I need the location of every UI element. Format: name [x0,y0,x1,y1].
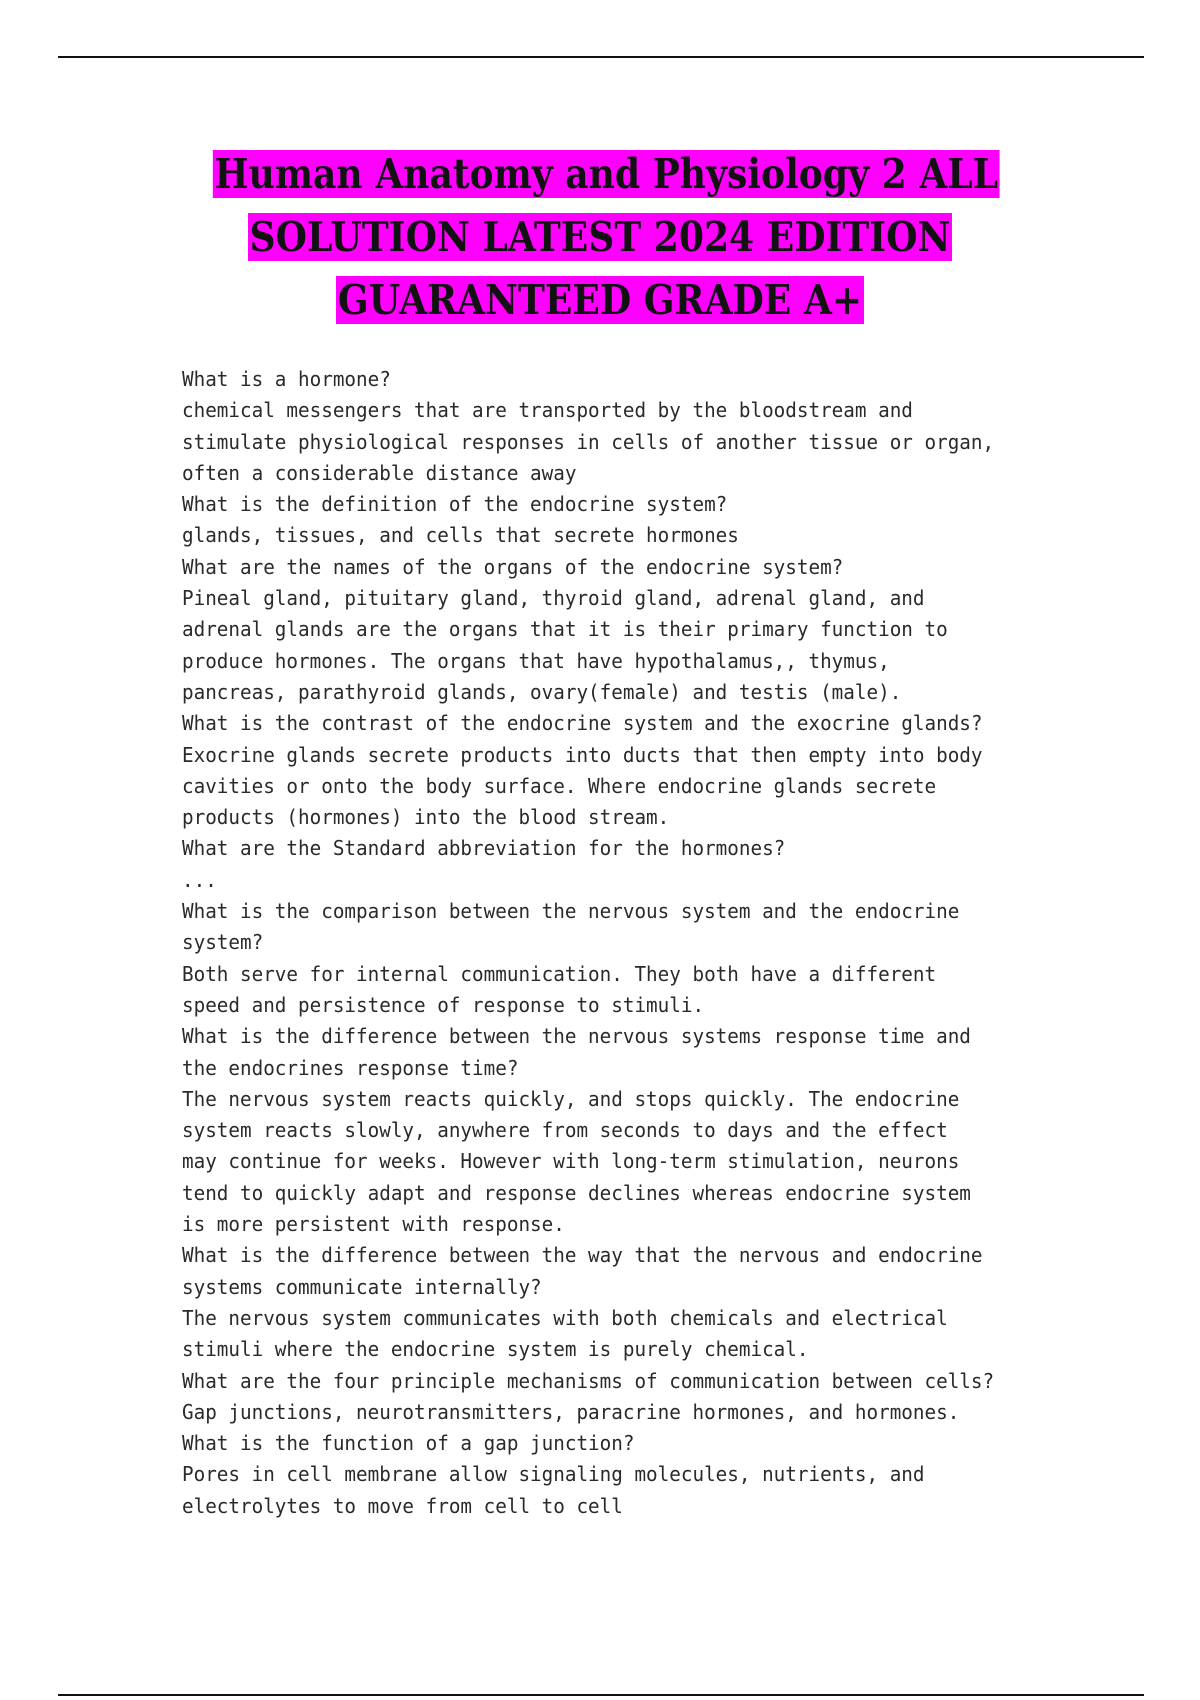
body-line: may continue for weeks. However with long-term stimulation, neurons [182,1149,960,1174]
body-line: products (hormones) into the blood stream. [182,805,670,830]
document-title [213,143,999,332]
body-line: What is the difference between the way that the nervous and endocrine [182,1243,983,1268]
body-line: What is the difference between the nervous systems response time and [182,1024,971,1049]
body-line: Pineal gland, pituitary gland, thyroid gland, adrenal gland, and [182,586,925,611]
document-body [182,364,995,1522]
bottom-divider [58,1694,1144,1696]
body-line: stimulate physiological responses in cells of another tissue or organ, [182,429,995,454]
body-line: Pores in cell membrane allow signaling molecules, nutrients, and [182,1462,925,1487]
body-line: glands, tissues, and cells that secrete hormones [182,523,739,548]
body-line: What are the four principle mechanisms of communication between cells? [182,1368,995,1393]
body-line: Both serve for internal communication. They both have a different [182,961,937,986]
body-line: electrolytes to move from cell to cell [182,1493,623,1518]
body-line: stimuli where the endocrine system is purely chemical. [182,1337,809,1362]
body-line: What is the comparison between the nervous system and the endocrine [182,899,960,924]
title-line [213,143,999,206]
body-line: What are the names of the organs of the endocrine system? [182,554,844,579]
body-line: What is a hormone? [182,367,391,391]
body-line: speed and persistence of response to stimuli. [182,992,705,1017]
body-line: The nervous system communicates with both chemicals and electrical [182,1305,948,1330]
body-line: What are the Standard abbreviation for the hormones? [182,836,786,861]
body-line: pancreas, parathyroid glands, ovary(female) and testis (male). [182,679,902,704]
body-line: cavities or onto the body surface. Where endocrine glands secrete [182,773,937,798]
body-line: often a considerable distance away [182,460,577,485]
body-line: Exocrine glands secrete products into ducts that then empty into body [182,742,983,767]
body-line: adrenal glands are the organs that it is their primary function to [182,617,948,642]
body-line: What is the contrast of the endocrine system and the exocrine glands? [182,711,983,736]
body-line: tend to quickly adapt and response declines whereas endocrine system [182,1180,971,1205]
title-line-text: GUARANTEED GRADE A+ [337,276,863,324]
body-line: The nervous system reacts quickly, and stops quickly. The endocrine [182,1086,960,1111]
body-line: Gap junctions, neurotransmitters, paracrine hormones, and hormones. [182,1399,960,1424]
body-line: system reacts slowly, anywhere from seconds to days and the effect [182,1118,948,1143]
body-line: system? [182,930,264,955]
body-line: chemical messengers that are transported by the bloodstream and [182,398,913,423]
title-line-text: SOLUTION LATEST 2024 EDITION [249,213,951,261]
top-divider [58,56,1144,58]
title-line-text: Human Anatomy and Physiology 2 ALL [214,150,999,198]
body-line: What is the function of a gap junction? [182,1431,635,1456]
body-line: is more persistent with response. [182,1212,565,1237]
title-line [213,269,987,332]
body-line: systems communicate internally? [182,1274,542,1299]
body-line: the endocrines response time? [182,1055,519,1080]
body-line: ... [182,867,217,892]
body-line: What is the definition of the endocrine system? [182,492,728,517]
title-line [213,206,987,269]
body-line: produce hormones. The organs that have hypothalamus,, thymus, [182,648,890,673]
